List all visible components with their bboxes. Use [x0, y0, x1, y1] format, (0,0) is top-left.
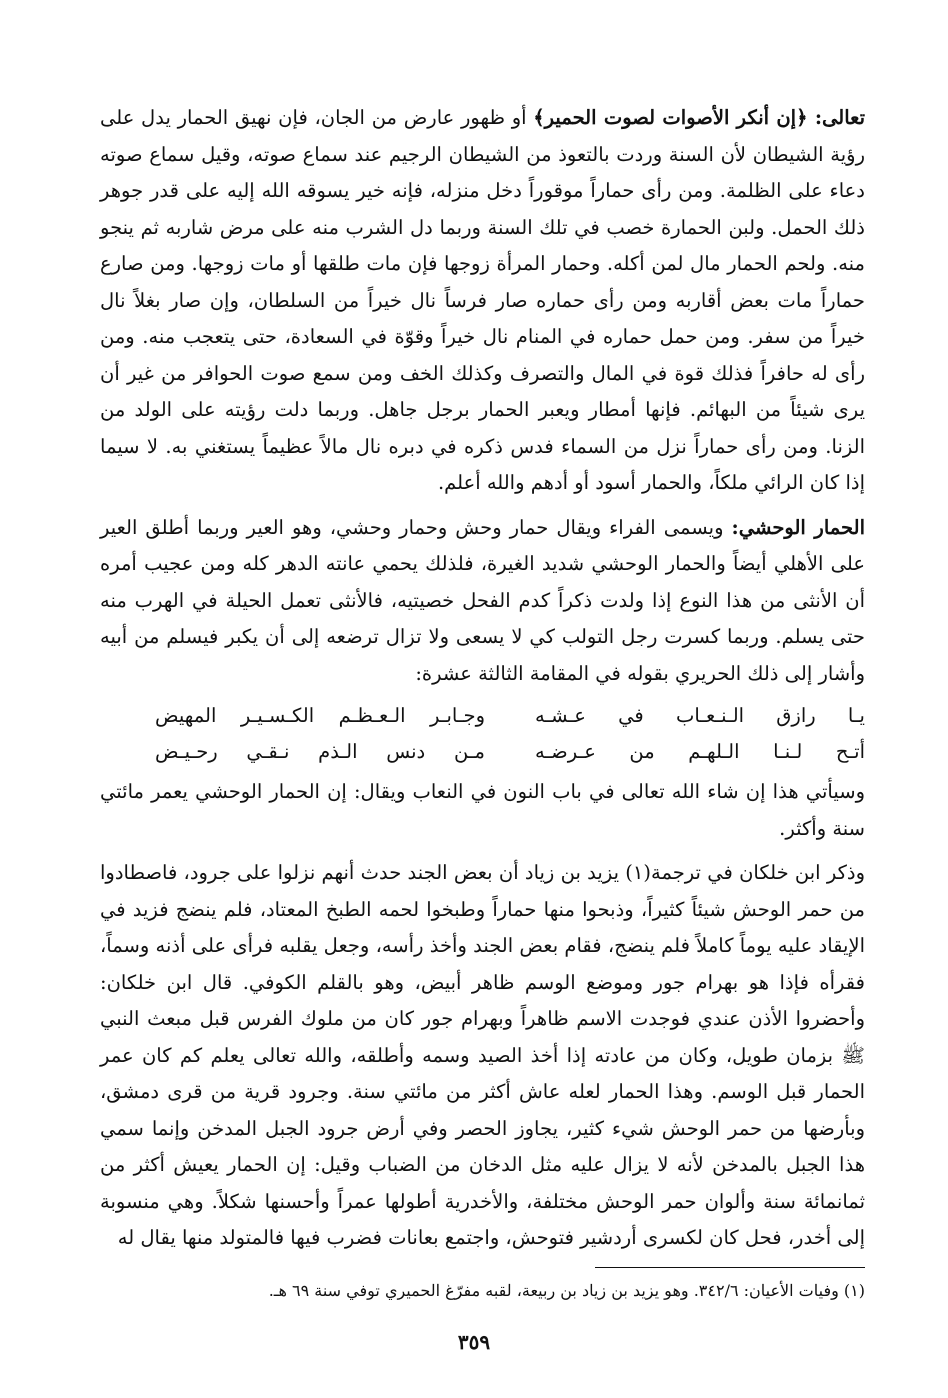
footnote-divider	[595, 1267, 865, 1268]
poem	[100, 698, 865, 770]
paragraph-text: أو ظهور عارض من الجان، فإن نهيق الحمار يدل على رؤية الشيطان لأن السنة وردت بالتعوذ من الشيطان الرجيم عند سماع صوته، وقيل سماع صوته دعاء على الظلمة. ومن رأى حماراً موقوراً دخل منزله، فإنه خير يسوقه الله إليه على قدر جوهر ذلك الحمل. ولبن الحمارة خصب في تلك السنة وربما دل الشرب منه على مرض شاربه ثم ينجو منه. ولحم الحمار مال لمن أكله. وحمار المرأة زوجها فإن مات طلقها أو مات زوجها. ومن صارع حماراً مات بعض أقاربه ومن رأى حماره صار فرساً نال خيراً من السلطان، وإن صار بغلاً نال خيراً من سفر. ومن حمل حماره في المنام نال خيراً وقوّة في السعادة، حتى يتعجب منه. ومن رأى له حافراً فذلك قوة في المال والتصرف وكذلك الخف ومن سمع صوت الحوافر من غير أن يرى شيئاً من البهائم. فإنها أمطار ويعبر الحمار برجل جاهل. وربما دلت رؤيته على الولد من الزنا. ومن رأى حماراً نزل من السماء فدس ذكره في دبره نال مالاً عظيماً يستغني به. لا سيما إذا كان الرائي ملكاً، والحمار أسود أو أدهم والله أعلم.	[100, 106, 865, 494]
poem-hemistich-first: أتـح لـنـا الـلهـم من عـرضـه	[535, 740, 865, 763]
paragraph-text: ويسمى الفراء ويقال حمار وحش وحمار وحشي، وهو العير وربما أطلق العير على الأهلي أيضاً والحمار الوحشي شديد الغيرة، فلذلك يحمي عانته الدهر كله ومن عجيب أمره أن الأنثى من هذا النوع إذا ولدت ذكراً كدم الفحل خصيتيه، فالأنثى تعمل الحيلة في الهرب منه حتى يسلم. وربما كسرت رجل التولب كي لا يسعى ولا تزال ترضعه إلى أن يكبر فيسلم من أبيه وأشار إلى ذلك الحريري بقوله في المقامة الثالثة عشرة:	[100, 515, 865, 685]
paragraph-donkey-dreams	[100, 100, 865, 502]
page-body	[100, 100, 865, 1257]
poem-verse	[100, 734, 865, 770]
poem-hemistich-first: يـا رازق الـنـعـاب في عـشـه	[535, 704, 865, 727]
footnote: (١) وفيات الأعيان: ٣٤٢/٦. وهو يزيد بن زياد بن ربيعة، لقبه مفرّغ الحميري توفي سنة ٦٩ هـ.	[268, 1281, 865, 1300]
quran-quote: تعالى: ﴿إن أنكر الأصوات لصوت الحمير﴾	[533, 106, 866, 129]
entry-heading-wild-donkey: الحمار الوحشي:	[731, 515, 866, 539]
poem-verse	[100, 698, 865, 734]
paragraph-after-poem: وسيأتي هذا إن شاء الله تعالى في باب النون في النعاب ويقال: إن الحمار الوحشي يعمر مائتي سنة وأكثر.	[100, 780, 865, 840]
poem-hemistich-second: مـن دنس الـذم نـقـي رحـيـض	[155, 740, 485, 763]
paragraph-ibn-khallikan: وذكر ابن خلكان في ترجمة(١) يزيد بن زياد أن بعض الجند حدث أنهم نزلوا على جرود، فاصطادوا من حمر الوحش شيئاً كثيراً، وذبحوا منها حماراً وطبخوا لحمه الطبخ المعتاد، فلم ينضج فزيد في الإيقاد عليه يوماً كاملاً فلم ينضج، فقام بعض الجند وأخذ رأسه، وجعل يقلبه فرأى على أذنه وسماً، فقرأه فإذا هو بهرام جور وموضع الوسم ظاهر أبيض، وهو بالقلم الكوفي. قال ابن خلكان: وأحضروا الأذن عندي فوجدت الاسم ظاهراً وبهرام جور كان من ملوك الفرس قبل مبعث النبي ﷺ بزمان طويل، وكان من عادته إذا أخذ الصيد وسمه وأطلقه، والله تعالى يعلم كم كان عمر الحمار قبل الوسم. وهذا الحمار لعله عاش أكثر من مائتي سنة. وجرود قرية من قرى دمشق، وبأرضها من حمر الوحش شيء كثير، يجاوز الحصر وفي أرض جرود الجبل المدخن وإنما سمي هذا الجبل بالمدخن لأنه لا يزال عليه مثل الدخان من الضباب وقيل: إن الحمار يعيش أكثر من ثمانمائة سنة وألوان حمر الوحش مختلفة، والأخدرية أطولها عمراً وأحسنها شكلاً. وهي منسوبة إلى أخدر، فحل كان لكسرى أردشير فتوحش، واجتمع بعانات فضرب فيها فالمتولد منها يقال له	[100, 861, 866, 1249]
poem-hemistich-second: وجـابـر الـعـظـم الكـسـيـر المهيض	[155, 704, 485, 727]
page-number: ٣٥٩	[457, 1330, 491, 1354]
paragraph-wild-donkey	[100, 510, 865, 693]
